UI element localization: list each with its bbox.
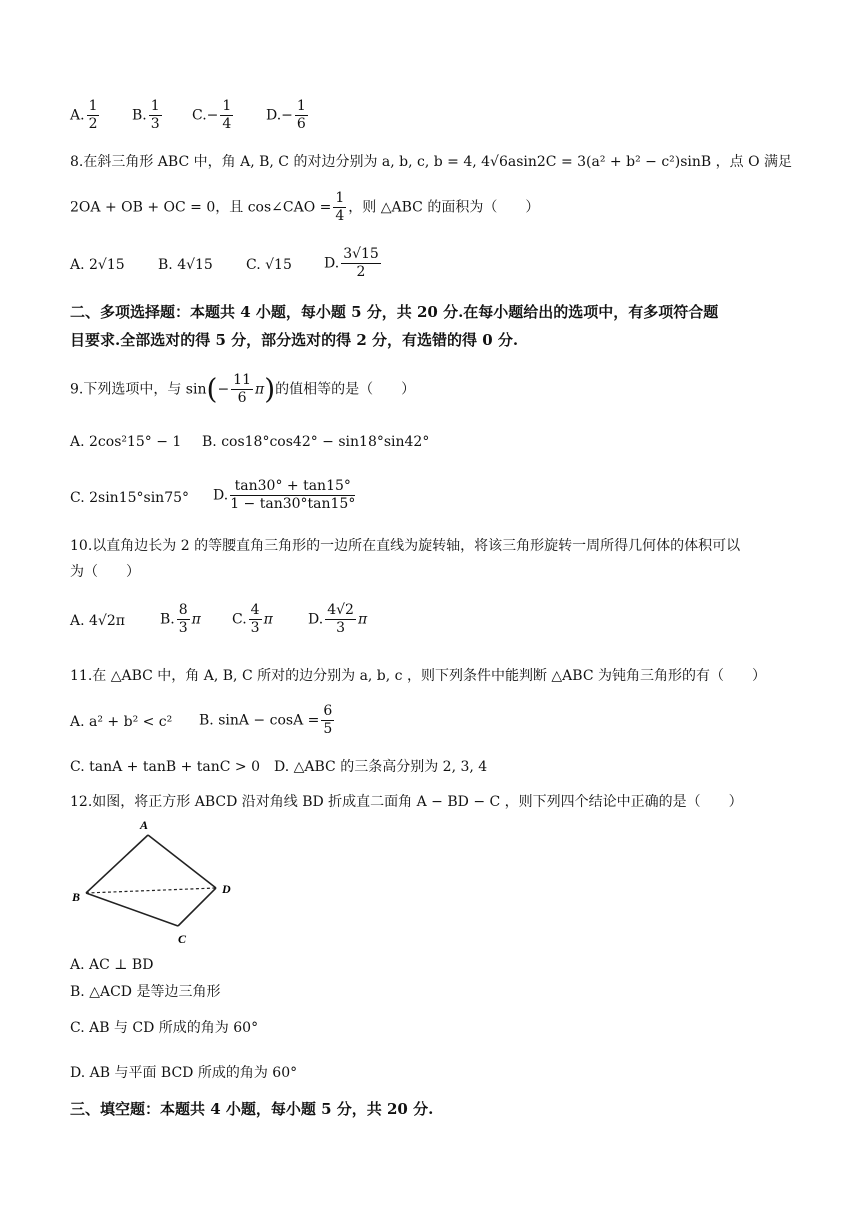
q11-stem: 11.在 △ABC 中，角 A, B, C 所对的边分别为 a, b, c ，则下列条件中能判断 △ABC 为钝角三角形的有（ ） [70,668,766,684]
q10-option-c-prefix: C. [232,611,247,628]
q11-option-b-text: B. sinA − cosA = [199,712,320,729]
q7-option-a-den: 2 [88,116,98,132]
q12-label-d: D [222,882,231,896]
q9-option-d-fraction [230,478,355,513]
q12-option-d: D. AB 与平面 BCD 所成的角为 60° [70,1065,298,1081]
q10-option-d-prefix: D. [308,611,324,628]
q7-option-b-den: 3 [150,116,160,132]
q12-edge-ba [86,835,148,893]
q10-option-b-prefix: B. [160,611,175,628]
q8-option-d-num: 3√15 [343,246,379,262]
q8-cos-fraction [333,190,346,225]
q10-option-b-pi: π [191,611,201,628]
q9-option-d-prefix: D. [213,487,229,504]
q7-option-a [70,98,101,133]
q12-label-a: A [140,818,149,832]
q7-option-d-num: 1 [296,98,306,114]
q7-option-b-fraction [149,98,162,133]
q9-angle-den: 6 [237,390,247,406]
q9-angle-num: 11 [233,372,251,388]
q10-option-d-fraction [325,602,356,637]
q7-option-a-fraction [87,98,100,133]
section2-heading-line1: 二、多项选择题：本题共 4 小题，每小题 5 分，共 20 分.在每小题给出的选项中，有多项符合题 [70,303,719,321]
q9-option-d [213,478,357,513]
q12-option-b: B. △ACD 是等边三角形 [70,984,221,1000]
q10-stem-line1: 10.以直角边长为 2 的等腰直角三角形的一边所在直线为旋转轴，将该三角形旋转一周所得几何体的体积可以 [70,538,741,554]
q8-option-c: C. √15 [246,257,292,273]
q7-option-b-prefix: B. [132,107,147,124]
q9-pi-symbol: π [255,381,265,398]
q11-option-b-num: 6 [323,703,333,719]
q8-option-d-den: 2 [356,264,366,280]
section3-heading: 三、填空题：本题共 4 小题，每小题 5 分，共 20 分. [70,1100,434,1118]
q10-option-c-den: 3 [250,620,260,636]
q8-vector-condition: 2OA + OB + OC = 0，且 cos∠CAO = [70,199,332,216]
q9-option-d-num: tan30° + tan15° [230,478,355,496]
q9-option-c: C. 2sin15°sin75° [70,490,190,506]
q10-option-d [308,602,367,637]
q12-stem: 12.如图，将正方形 ABCD 沿对角线 BD 折成直二面角 A − BD − C ，则下列四个结论中正确的是（ ） [70,794,743,810]
q8-cos-den: 4 [335,208,345,224]
q12-edge-ad [148,835,216,888]
q9-option-a: A. 2cos²15° − 1 [70,434,182,450]
q8-option-d-fraction [341,246,381,281]
q12-option-a: A. AC ⊥ BD [70,957,154,973]
q12-edge-cd [178,888,216,926]
q7-option-d [266,98,310,133]
q10-option-b-fraction [177,602,190,637]
q8-option-a: A. 2√15 [70,257,125,273]
q8-option-d [324,246,383,281]
q7-option-a-num: 1 [88,98,98,114]
q9-stem-suffix: 的值相等的是（ ） [275,381,416,398]
q9-stem: 9.下列选项中，与 sin(− $\frac{11}{6}$ π)的值相等的是（ ） [70,372,416,406]
q10-option-c [232,602,273,637]
q9-left-paren: ( [206,372,218,406]
q12-folded-square-figure [70,815,250,950]
q11-option-c: C. tanA + tanB + tanC > 0 [70,759,260,775]
q10-option-d-num: 4√2 [327,602,354,618]
q10-option-a: A. 4√2π [70,613,125,629]
q9-stem-prefix: 9.下列选项中，与 sin [70,381,207,398]
q11-option-b-den: 5 [323,721,333,737]
q7-option-c-num: 1 [222,98,232,114]
q10-option-d-den: 3 [336,620,346,636]
q10-option-b [160,602,201,637]
q10-option-d-pi: π [357,611,368,628]
section2-heading-line2: 目要求.全部选对的得 5 分，部分选对的得 2 分，有选错的得 0 分. [70,331,519,349]
q11-option-d: D. △ABC 的三条高分别为 2, 3, 4 [274,759,488,775]
q9-option-d-den: 1 − tan30°tan15° [230,496,356,512]
q12-option-c: C. AB 与 CD 所成的角为 60° [70,1020,259,1036]
q10-option-c-num: 4 [250,602,260,618]
q10-stem-line2: 为（ ） [70,564,140,580]
q8-option-d-prefix: D. [324,255,340,272]
q12-edge-bd-hidden [86,888,216,893]
q7-option-a-prefix: A. [70,107,85,124]
q9-option-b: B. cos18°cos42° − sin18°sin42° [202,434,430,450]
q10-option-b-den: 3 [178,620,188,636]
q8-cos-num: 1 [335,190,345,206]
q12-label-c: C [178,932,187,946]
q7-option-d-fraction [295,98,308,133]
q8-stem-line1: 8.在斜三角形 ABC 中，角 A, B, C 的对边分别为 a, b, c, b = 4, 4√6asin2C = 3(a² + b² − c²)sinB ，点 O 满足 [70,154,793,170]
q7-option-c [192,98,235,133]
q9-angle-fraction [231,372,253,407]
q7-option-d-den: 6 [296,116,306,132]
q7-option-b [132,98,164,133]
q11-option-a: A. a² + b² < c² [70,714,173,730]
q12-label-b: B [72,890,81,904]
q11-option-b [199,703,336,738]
q10-option-c-pi: π [263,611,273,628]
q10-option-b-num: 8 [178,602,188,618]
q8-question-text: ，则 △ABC 的面积为（ ） [348,199,540,216]
q7-option-c-prefix: C.− [192,107,219,124]
q7-option-c-den: 4 [222,116,232,132]
q10-option-c-fraction [249,602,262,637]
q12-edge-bc [86,893,178,926]
q7-option-c-fraction [220,98,233,133]
q7-option-d-prefix: D.− [266,107,293,124]
q8-option-b: B. 4√15 [158,257,213,273]
q8-stem-line2 [70,190,539,225]
q9-right-paren: ) [264,372,276,406]
q11-option-b-fraction [321,703,334,738]
q7-option-b-num: 1 [150,98,160,114]
